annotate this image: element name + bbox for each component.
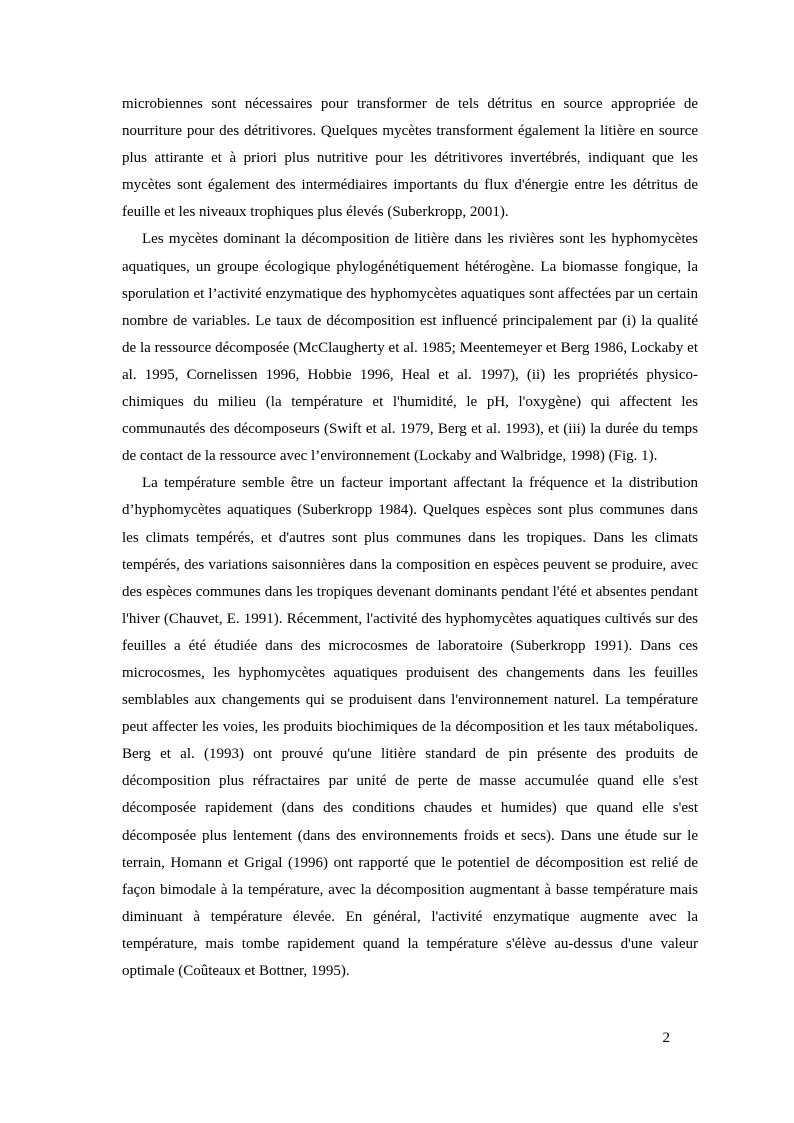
paragraph-microbial-detritus: microbiennes sont nécessaires pour transformer de tels détritus en source appropriée de nourriture pour des détritivores. Quelques mycètes transforment également la litière en source plus attirante et à priori plus nutritive pour les détritivores invertébrés, indiquant que les mycètes sont également des intermédiaires importants du flux d'énergie entre les détritus de feuille et les niveaux trophiques plus élevés (Suberkropp, 2001).	[122, 96, 698, 221]
page-number: 2	[662, 1030, 670, 1046]
page-body	[122, 91, 698, 985]
paragraph-temperature-effects: La température semble être un facteur important affectant la fréquence et la distribution d’hyphomycètes aquatiques (Suberkropp 1984). Quelques espèces sont plus communes dans les climats tempérés, et d'autres sont plus communes dans les tropiques. Dans les climats tempérés, des variations saisonnières dans la composition en espèces peuvent se produire, avec des espèces communes dans les tropiques devenant dominants pendant l'été et absentes pendant l'hiver (Chauvet, E. 1991). Récemment, l'activité des hyphomycètes aquatiques cultivés sur des feuilles a été étudiée dans des microcosmes de laboratoire (Suberkropp 1991). Dans ces microcosmes, les hyphomycètes aquatiques produisent des changements dans les feuilles semblables aux changements qui se produisent dans l'environnement naturel. La température peut affecter les voies, les produits biochimiques de la décomposition et les taux métaboliques. Berg et al. (1993) ont prouvé qu'une litière standard de pin présente des produits de décomposition plus réfractaires par unité de perte de masse accumulée quand elle s'est décomposée rapidement (dans des conditions chaudes et humides) que quand elle s'est décomposée plus lentement (dans des environnements froids et secs). Dans une étude sur le terrain, Homann et Grigal (1996) ont rapporté que le potentiel de décomposition est relié de façon bimodale à la température, avec la décomposition augmentant à basse température mais diminuant à température élevée. En général, l'activité enzymatique augmente avec la température, mais tombe rapidement quand la température s'élève au-dessus d'une valeur optimale (Coûteaux et Bottner, 1995).	[122, 475, 698, 979]
paragraph-aquatic-hyphomycetes: Les mycètes dominant la décomposition de litière dans les rivières sont les hyphomycètes aquatiques, un groupe écologique phylogénétiquement hétérogène. La biomasse fongique, la sporulation et l’activité enzymatique des hyphomycètes aquatiques sont affectées par un certain nombre de variables. Le taux de décomposition est influencé principalement par (i) la qualité de la ressource décomposée (McClaugherty et al. 1985; Meentemeyer et Berg 1986, Lockaby et al. 1995, Cornelissen 1996, Hobbie 1996, Heal et al. 1997), (ii) les propriétés physico-chimiques du milieu (la température et l'humidité, le pH, l'oxygène) qui affectent les communautés des décomposeurs (Swift et al. 1979, Berg et al. 1993), et (iii) la durée du temps de contact de la ressource avec l’environnement (Lockaby and Walbridge, 1998) (Fig. 1).	[122, 231, 698, 465]
